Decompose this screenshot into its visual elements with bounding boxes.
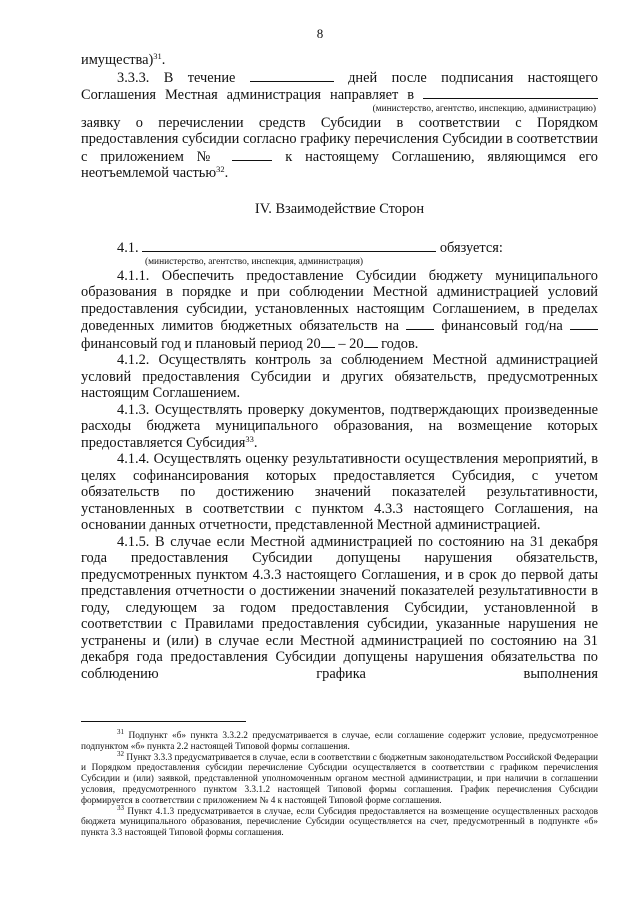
year-blank-1[interactable] [406,317,434,330]
clause-4-1: 4.1. обязуется: [117,240,503,256]
party-blank[interactable] [142,239,436,252]
footnote-33: $^{33}$ Пункт 4.1.3 предусматривается в случае, если Субсидия предоставляется на возмещение осуществленных расходов бюджета муниципального образования, перечисление Субсидии осуществляется на счет, предусмотренный в подпункте «б» пункта 3.3 настоящей Типовой формы соглашения. [81,803,599,839]
footnote-32: $^{32}$ Пункт 3.3.3 предусматривается в случае, если в соответствии с бюджетным законодательством Российской Федерации и Порядком предоставления субсидии перечисление Субсидии осуществляется в соответствии с графиком перечисления Субсидии и (или) заявкой, представленной уполномоченным органом местной администрации, и при наличии в соглашении условия, предусмотренного пунктом 3.3.1.2 настоящей Типовой формы соглашения. График перечисления Субсидии формируется в соответствии с приложением № 4 к настоящей Типовой форме соглашения. [81,749,598,806]
year-blank-4[interactable] [364,335,378,348]
footnote-ref-32: 32 [216,164,225,174]
clause-3-3-3 [81,69,598,182]
clause-4-1-5: 4.1.5. В случае если Местной администрацией по состоянию на 31 декабря года предоставления Субсидии допущены нарушения обязательств, предусмотренных пунктом 4.3.3 настоящего Соглашения, и в срок до первой даты представления отчетности о достижении значений показателей результативности в году, следующем за годом предоставления Субсидии, установленной в соответствии с Правилами предоставления субсидии, указанные нарушения не устранены и (или) в случае если Местной администрацией по состоянию на 31 декабря года предоставления Субсидии допущены нарушения обязательства по соблюдению графика выполнения [81,533,598,682]
authority-hint: (министерство, агентство, инспекцию, администрацию) [372,103,596,114]
appendix-number-blank[interactable] [232,148,272,161]
clause-4-1-1: 4.1.1. Обеспечить предоставление Субсидии бюджету муниципального образования в порядке и при соблюдении Местной администрацией условий предоставления субсидии, установленных настоящим Соглашением, в пределах доведенных лимитов бюджетных обязательств на финансовый год/на финансовый год и плановый период 20 – 20 годов. [81,267,598,352]
page-number: 8 [316,26,324,41]
clause-4-1-4: 4.1.4. Осуществлять оценку результативности осуществления мероприятий, в целях софинансирования которых предоставляется Субсидия, с учетом обязательств по достижению значений показателей результативности, установленных в соответствии с пунктом 4.3.3 настоящего Соглашения, на основании данных отчетности, представленной Местной администрацией. [81,451,598,533]
party-hint: (министерство, агентство, инспекция, администрация) [145,256,364,267]
continuation-line: имущества)$^{31}$. [81,51,166,68]
clause-3-3-3-line2: Соглашения Местная администрация направляет в [81,86,598,104]
clause-3-3-3-body: заявку о перечислении средств Субсидии в соответствии с Порядком предоставления субсидии согласно графику перечисления Субсидии в соответствии с приложением № к настоящему Соглашению, являющимся его неотъемлемой частью$^{32}$. [81,114,598,181]
section-title: IV. Взаимодействие Сторон [254,200,425,217]
clause-4-1-3: 4.1.3. Осуществлять проверку документов, подтверждающих произведенные расходы бюджета муниципального образования, на возмещение которых предоставляется Субсидия$^{33}$. [81,401,598,451]
authority-blank[interactable] [423,86,598,99]
footnote-ref-31: 31 [153,51,162,61]
year-blank-2[interactable] [570,317,598,330]
clause-3-3-3-line1: 3.3.3. В течение дней после подписания настоящего [117,69,598,86]
footnote-ref-33: 33 [245,433,254,444]
footnote-separator [81,721,246,722]
document-body [81,52,598,682]
footnote-31: $^{31}$ Подпункт «б» пункта 3.3.2.2 предусматривается в случае, если соглашение содержит условие, предусмотренное подпунктом «б» пункта 2.2 настоящей Типовой формы соглашения. [81,728,599,752]
year-blank-3[interactable] [321,335,335,348]
clause-4-1-2: 4.1.2. Осуществлять контроль за соблюдением Местной администрацией условий предоставления Субсидии и других обязательств, предусмотренных настоящим Соглашением. [81,352,598,401]
days-blank[interactable] [250,69,334,82]
footnotes [81,728,599,839]
